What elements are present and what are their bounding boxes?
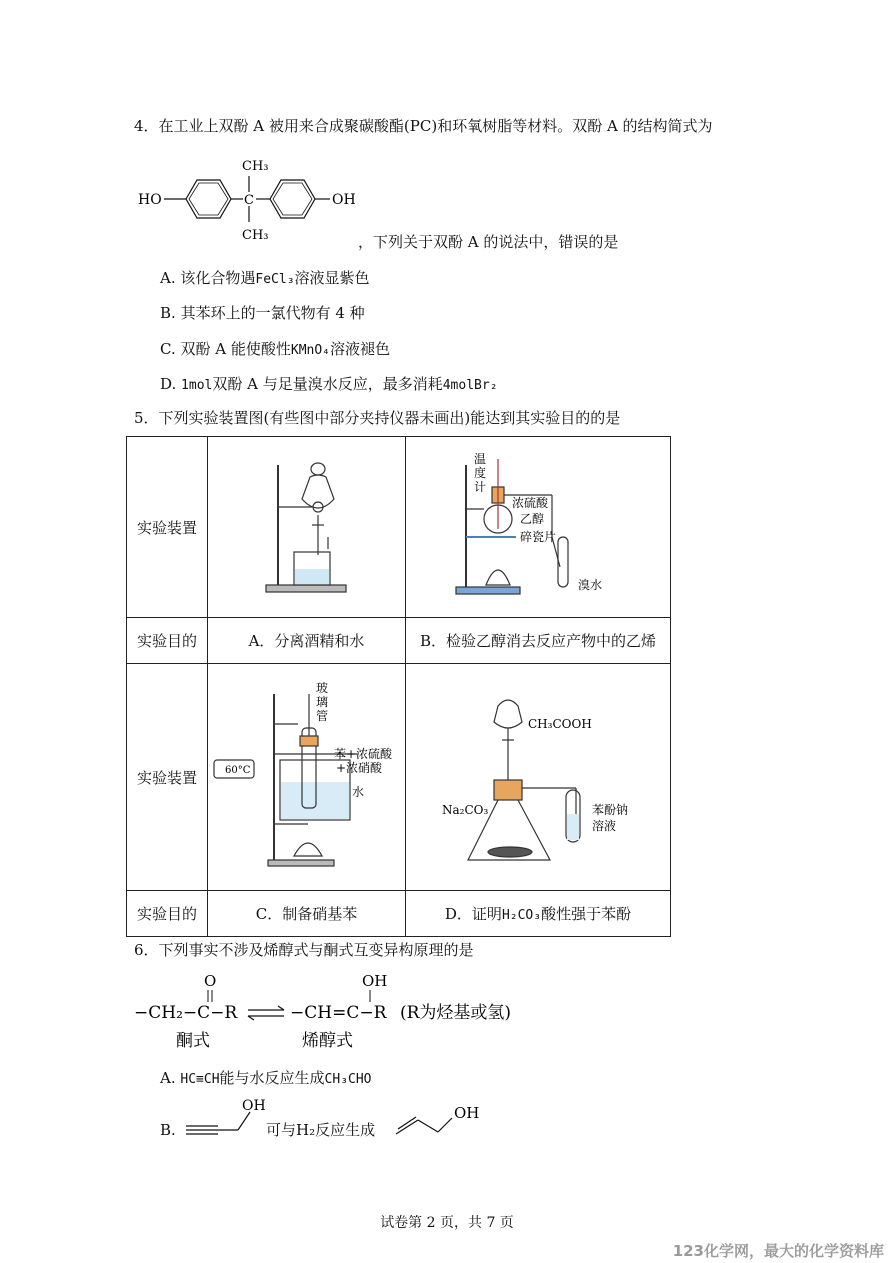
svg-text:溶液: 溶液: [592, 819, 617, 833]
svg-text:温: 温: [474, 452, 487, 466]
svg-text:60°C: 60°C: [225, 765, 251, 776]
scheme-o: O: [204, 972, 217, 990]
watermark: 123化学网，最大的化学资料库: [672, 1242, 884, 1260]
q5-table: [126, 436, 671, 937]
purpose-d: D．证明H₂CO₃酸性强于苯酚: [406, 891, 671, 937]
struct-c: C: [244, 193, 254, 208]
svg-text:苯+浓硫酸: 苯+浓硫酸: [334, 747, 393, 761]
q4-stem: 4．在工业上双酚 A 被用来合成聚碳酸酯(PC)和环氧树脂等材料。双酚 A 的结构简式为: [134, 117, 713, 135]
struct-ch3-bottom: CH₃: [242, 228, 269, 243]
q6-stem: 6．下列事实不涉及烯醇式与酮式互变异构原理的是: [134, 941, 474, 959]
svg-text:浓硫酸: 浓硫酸: [512, 496, 549, 510]
row-label-purpose-2: 实验目的: [127, 891, 208, 937]
svg-text:CH₃COOH: CH₃COOH: [528, 717, 592, 731]
purpose-b: B．检验乙醇消去反应产物中的乙烯: [406, 618, 671, 664]
q5-stem: 5．下列实验装置图(有些图中部分夹持仪器未画出)能达到其实验目的的是: [134, 409, 621, 427]
purpose-a: A．分离酒精和水: [208, 618, 406, 664]
q4-stem-tail: ，下列关于双酚 A 的说法中，错误的是: [358, 233, 619, 251]
scheme-keto-label: 酮式: [176, 1031, 210, 1051]
svg-text:管: 管: [316, 709, 329, 723]
row-label-purpose-1: 实验目的: [127, 618, 208, 664]
page-footer: 试卷第 2 页，共 7 页: [380, 1215, 514, 1231]
benzene-ring-right: [270, 180, 315, 218]
struct-ch3-top: CH₃: [242, 159, 269, 174]
svg-text:OH: OH: [242, 1098, 266, 1114]
svg-text:苯酚钠: 苯酚钠: [592, 803, 629, 817]
row-label-device-1: 实验装置: [127, 437, 208, 618]
q4-option-c[interactable]: C. 双酚 A 能使酸性KMnO₄溶液褪色: [160, 340, 391, 358]
svg-text:溴水: 溴水: [578, 578, 603, 592]
struct-ho: HO: [138, 192, 162, 208]
svg-text:玻: 玻: [316, 681, 329, 695]
scheme-oh: OH: [362, 972, 388, 990]
figure-a-separatory-funnel: [208, 437, 406, 618]
svg-text:乙醇: 乙醇: [520, 512, 545, 526]
figure-d-carbonic-acid: [406, 664, 671, 891]
q4-option-d[interactable]: D. 1mol双酚 A 与足量溴水反应，最多消耗4molBr₂: [160, 375, 498, 393]
scheme-enol-label: 烯醇式: [302, 1031, 353, 1051]
scheme-keto-formula: −CH₂−C−R: [134, 1003, 238, 1023]
svg-text:OH: OH: [454, 1104, 480, 1122]
benzene-ring-left: [186, 180, 231, 218]
q6-option-a[interactable]: A. HC≡CH能与水反应生成CH₃CHO: [160, 1069, 372, 1087]
scheme-note: (R为烃基或氢): [400, 1003, 512, 1023]
struct-oh: OH: [332, 192, 356, 208]
svg-text:Na₂CO₃: Na₂CO₃: [442, 803, 489, 817]
q4-option-a[interactable]: A. 该化合物遇FeCl₃溶液显紫色: [160, 269, 370, 287]
svg-text:碎瓷片: 碎瓷片: [520, 530, 557, 544]
figure-c-nitrobenzene: [208, 664, 406, 891]
q4-option-b[interactable]: B. 其苯环上的一氯代物有 4 种: [160, 304, 365, 322]
svg-text:璃: 璃: [316, 695, 329, 709]
figure-b-ethylene-test: [406, 437, 671, 618]
svg-text:计: 计: [474, 480, 487, 494]
svg-text:+浓硝酸: +浓硝酸: [336, 761, 383, 775]
svg-text:度: 度: [474, 466, 487, 480]
purpose-c: C．制备硝基苯: [208, 891, 406, 937]
q6-option-b[interactable]: B. OH OH 可与H₂反应生成: [160, 1098, 480, 1139]
tautomer-scheme: [132, 966, 532, 1052]
row-label-device-2: 实验装置: [127, 664, 208, 891]
bisphenol-a-structure: [134, 152, 364, 248]
svg-text:水: 水: [352, 785, 365, 799]
scheme-enol-formula: −CH=C−R: [290, 1003, 387, 1023]
